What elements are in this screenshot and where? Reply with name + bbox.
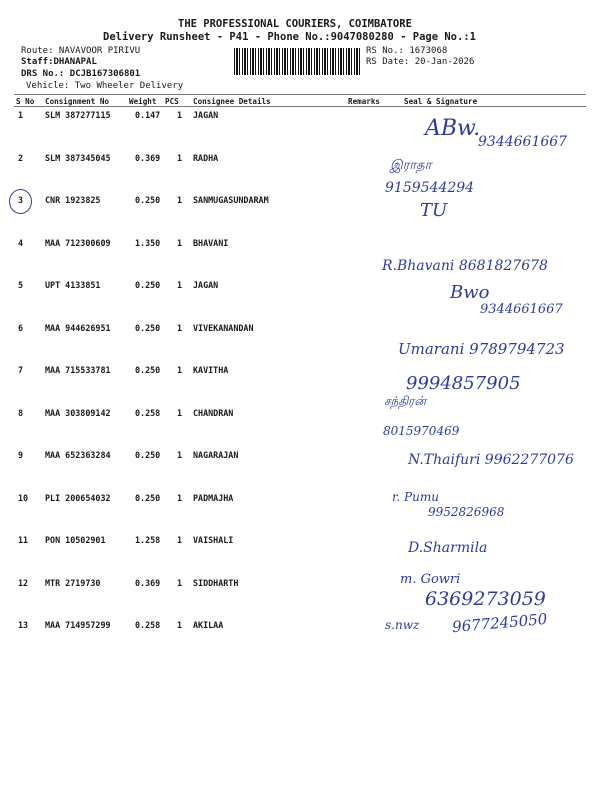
cell-consignee: SANMUGASUNDARAM <box>193 195 269 205</box>
header-bottom-rule <box>14 106 586 107</box>
cell-weight: 0.250 <box>135 492 161 503</box>
col-sno: S No <box>16 97 35 106</box>
cell-consignee: RADHA <box>193 152 219 163</box>
table-row <box>0 110 600 130</box>
cell-consignee: BHAVANI <box>193 237 229 248</box>
cell-consignment: MTR 2719730 <box>45 577 101 588</box>
handwritten-initials: TU <box>420 200 448 221</box>
signature-scribble-2: Bwo <box>450 282 490 303</box>
col-consignee: Consignee Details <box>193 97 271 106</box>
cell-weight: 0.250 <box>135 195 161 205</box>
cell-consignee: JAGAN <box>193 280 219 290</box>
cell-consignee: AKILAA <box>193 620 224 630</box>
cell-consignment: MAA 712300609 <box>45 237 111 248</box>
handwritten-name-chandran: சந்திரன் <box>384 394 427 408</box>
cell-sno: 8 <box>18 407 24 418</box>
cell-weight: 0.258 <box>135 620 161 630</box>
cell-consignment: UPT 4133851 <box>45 280 101 290</box>
handwritten-phone-6: 9952826968 <box>428 505 505 519</box>
cell-sno: 9 <box>18 450 24 460</box>
handwritten-phone-2: 9159544294 <box>385 180 475 196</box>
cell-pcs: 1 <box>177 535 183 545</box>
table-row <box>0 153 600 173</box>
cell-weight: 0.258 <box>135 407 161 418</box>
cell-sno: 13 <box>18 620 29 630</box>
cell-pcs: 1 <box>177 492 183 503</box>
cell-pcs: 1 <box>177 322 183 333</box>
cell-consignment: MAA 652363284 <box>45 450 111 460</box>
header-top-rule <box>14 94 586 95</box>
col-weight: Weight <box>129 97 157 106</box>
cell-weight: 0.250 <box>135 322 161 333</box>
cell-sno: 1 <box>18 110 24 120</box>
cell-consignment: PLI 200654032 <box>45 492 111 503</box>
handwritten-phone-5: 8015970469 <box>383 424 460 438</box>
cell-weight: 0.369 <box>135 577 161 588</box>
barcode-image <box>234 48 362 75</box>
cell-consignment: MAA 303809142 <box>45 407 111 418</box>
col-pcs: PCS <box>165 97 179 106</box>
table-row <box>0 195 600 215</box>
cell-consignee: SIDDHARTH <box>193 577 239 588</box>
signature-scribble-5: s.nwz <box>385 618 420 632</box>
rs-number: RS No.: 1673068 <box>366 46 448 56</box>
signature-scribble-3: r. Pumu <box>392 490 439 504</box>
col-consignment: Consignment No <box>45 97 110 106</box>
cell-pcs: 1 <box>177 407 183 418</box>
table-row <box>0 408 600 428</box>
vehicle-text: Vehicle: Two Wheeler Delivery <box>26 81 184 91</box>
cell-consignee: VAISHALI <box>193 535 234 545</box>
handwritten-phone-8: 9677245050 <box>451 609 549 637</box>
cell-consignment: CNR 1923825 <box>45 195 101 205</box>
cell-consignee: KAVITHA <box>193 365 229 375</box>
cell-sno: 7 <box>18 365 24 375</box>
staff-line <box>21 57 97 67</box>
route-text: Route: NAVAVOOR PIRIVU <box>21 46 141 56</box>
drs-line <box>21 69 140 79</box>
cell-weight: 0.369 <box>135 152 161 163</box>
handwritten-name-radha: இராதா <box>390 158 432 173</box>
cell-weight: 1.350 <box>135 237 161 248</box>
staff-label: Staff: <box>21 57 54 67</box>
cell-consignment: SLM 387277115 <box>45 110 111 120</box>
table-row <box>0 280 600 300</box>
cell-sno: 12 <box>18 577 29 588</box>
handwritten-phone-4: 9994857905 <box>406 373 521 394</box>
cell-weight: 0.250 <box>135 450 161 460</box>
cell-consignment: MAA 714957299 <box>45 620 111 630</box>
cell-sno: 3 <box>18 195 24 205</box>
cell-consignment: MAA 944626951 <box>45 322 111 333</box>
cell-weight: 0.250 <box>135 280 161 290</box>
cell-sno: 5 <box>18 280 24 290</box>
cell-consignee: PADMAJHA <box>193 492 234 503</box>
table-row <box>0 238 600 258</box>
cell-consignee: JAGAN <box>193 110 219 120</box>
handwritten-phone-3: 9344661667 <box>480 302 563 317</box>
handwritten-bhavani: R.Bhavani 8681827678 <box>382 258 548 274</box>
cell-consignment: SLM 387345045 <box>45 152 111 163</box>
handwritten-phone-7: 6369273059 <box>425 588 546 610</box>
table-row <box>0 535 600 555</box>
signature-scribble-4: m. Gowri <box>400 572 461 587</box>
col-seal: Seal & Signature <box>404 97 478 106</box>
handwritten-sharmila: D.Sharmila <box>408 540 488 556</box>
cell-pcs: 1 <box>177 620 183 630</box>
handwritten-phone-1: 9344661667 <box>478 134 568 150</box>
drs-label: DRS No.: <box>21 69 65 79</box>
cell-pcs: 1 <box>177 280 183 290</box>
table-row <box>0 493 600 513</box>
cell-sno: 4 <box>18 237 24 248</box>
cell-pcs: 1 <box>177 110 183 120</box>
cell-pcs: 1 <box>177 195 183 205</box>
col-remarks: Remarks <box>348 97 381 106</box>
cell-consignee: CHANDRAN <box>193 407 234 418</box>
company-title: THE PROFESSIONAL COURIERS, COIMBATORE <box>178 18 412 30</box>
cell-weight: 0.250 <box>135 365 161 375</box>
cell-sno: 11 <box>18 535 29 545</box>
cell-consignee: VIVEKANANDAN <box>193 322 254 333</box>
cell-sno: 6 <box>18 322 24 333</box>
cell-consignment: MAA 715533781 <box>45 365 111 375</box>
rs-date: RS Date: 20-Jan-2026 <box>366 57 475 67</box>
cell-weight: 0.147 <box>135 110 161 120</box>
cell-weight: 1.258 <box>135 535 161 545</box>
handwritten-thaifuri: N.Thaifuri 9962277076 <box>408 452 574 468</box>
cell-pcs: 1 <box>177 450 183 460</box>
cell-pcs: 1 <box>177 577 183 588</box>
cell-sno: 2 <box>18 152 24 163</box>
drs-value: DCJB167306801 <box>69 69 141 79</box>
signature-scribble-1: ABw. <box>425 116 481 141</box>
cell-pcs: 1 <box>177 365 183 375</box>
handwritten-umarani: Umarani 9789794723 <box>398 340 565 358</box>
runsheet-subtitle: Delivery Runsheet - P41 - Phone No.:9047080280 - Page No.:1 <box>103 31 476 43</box>
cell-consignee: NAGARAJAN <box>193 450 239 460</box>
cell-pcs: 1 <box>177 152 183 163</box>
cell-consignment: PON 10502901 <box>45 535 106 545</box>
circle-mark <box>9 189 32 214</box>
cell-pcs: 1 <box>177 237 183 248</box>
staff-value: DHANAPAL <box>53 57 97 67</box>
cell-sno: 10 <box>18 492 29 503</box>
